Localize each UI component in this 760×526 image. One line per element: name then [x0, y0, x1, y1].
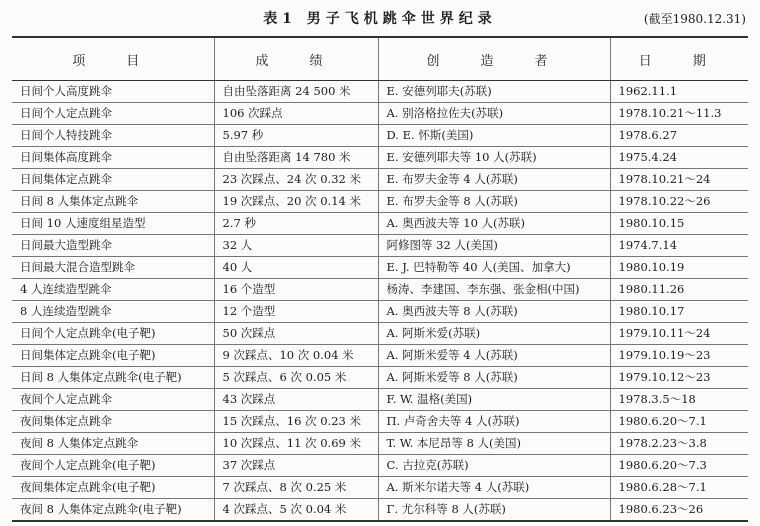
header-creator: 创 造 者 [378, 37, 610, 81]
cell-creator: A. 阿斯米爱等 8 人(苏联) [378, 367, 610, 389]
cell-date: 1978.10.21～24 [610, 169, 748, 191]
cell-result: 16 个造型 [214, 279, 378, 301]
table-title: 表1 男子飞机跳伞世界纪录 [263, 11, 497, 27]
cell-result: 37 次踩点 [214, 455, 378, 477]
table-body [12, 81, 748, 522]
cell-result: 19 次踩点、20 次 0.14 米 [214, 191, 378, 213]
cell-result: 23 次踩点、24 次 0.32 米 [214, 169, 378, 191]
cell-creator: Π. 卢奇舍夫等 4 人(苏联) [378, 411, 610, 433]
cell-creator: D. E. 怀斯(美国) [378, 125, 610, 147]
cell-date: 1974.7.14 [610, 235, 748, 257]
cell-result: 9 次踩点、10 次 0.04 米 [214, 345, 378, 367]
cell-event: 日间最大混合造型跳伞 [12, 257, 214, 279]
cell-creator: E. 安德列耶夫等 10 人(苏联) [378, 147, 610, 169]
table-row [12, 455, 748, 477]
cell-creator: A. 阿斯米爱(苏联) [378, 323, 610, 345]
cell-creator: E. 安德列耶夫(苏联) [378, 81, 610, 103]
table-row [12, 433, 748, 455]
cell-date: 1980.6.28～7.1 [610, 477, 748, 499]
table-row [12, 367, 748, 389]
cell-event: 4 人连续造型跳伞 [12, 279, 214, 301]
cell-date: 1978.2.23～3.8 [610, 433, 748, 455]
table-row [12, 323, 748, 345]
cell-event: 日间集体定点跳伞(电子靶) [12, 345, 214, 367]
cell-event: 日间个人定点跳伞(电子靶) [12, 323, 214, 345]
table-row [12, 411, 748, 433]
cell-creator: A. 别洛格拉佐夫(苏联) [378, 103, 610, 125]
records-table [12, 36, 748, 522]
table-row [12, 477, 748, 499]
cell-event: 日间集体定点跳伞 [12, 169, 214, 191]
cell-event: 日间个人高度跳伞 [12, 81, 214, 103]
cell-date: 1979.10.11～24 [610, 323, 748, 345]
cell-creator: T. W. 本尼昂等 8 人(美国) [378, 433, 610, 455]
cell-event: 日间个人特技跳伞 [12, 125, 214, 147]
cell-event: 夜间个人定点跳伞(电子靶) [12, 455, 214, 477]
header-result: 成 绩 [214, 37, 378, 81]
table-row [12, 147, 748, 169]
table-row [12, 235, 748, 257]
cell-result: 5.97 秒 [214, 125, 378, 147]
cell-date: 1980.6.23～26 [610, 499, 748, 522]
cell-creator: Γ. 尤尔科等 8 人(苏联) [378, 499, 610, 522]
table-row [12, 389, 748, 411]
cell-creator: C. 古拉克(苏联) [378, 455, 610, 477]
cell-event: 夜间个人定点跳伞 [12, 389, 214, 411]
cell-date: 1980.10.17 [610, 301, 748, 323]
cell-creator: A. 斯米尔诺夫等 4 人(苏联) [378, 477, 610, 499]
cell-result: 2.7 秒 [214, 213, 378, 235]
cell-date: 1980.11.26 [610, 279, 748, 301]
cell-event: 日间个人定点跳伞 [12, 103, 214, 125]
cell-result: 40 人 [214, 257, 378, 279]
cell-result: 5 次踩点、6 次 0.05 米 [214, 367, 378, 389]
cell-date: 1980.10.15 [610, 213, 748, 235]
cell-date: 1980.10.19 [610, 257, 748, 279]
cell-event: 夜间集体定点跳伞 [12, 411, 214, 433]
cell-result: 10 次踩点、11 次 0.69 米 [214, 433, 378, 455]
cell-event: 日间 10 人速度组星造型 [12, 213, 214, 235]
table-row [12, 279, 748, 301]
cell-event: 日间集体高度跳伞 [12, 147, 214, 169]
cell-result: 32 人 [214, 235, 378, 257]
cell-creator: A. 奥西波夫等 8 人(苏联) [378, 301, 610, 323]
cell-creator: A. 阿斯米爱等 4 人(苏联) [378, 345, 610, 367]
table-row [12, 301, 748, 323]
cell-event: 日间最大造型跳伞 [12, 235, 214, 257]
cell-date: 1979.10.12～23 [610, 367, 748, 389]
cell-date: 1980.6.20～7.1 [610, 411, 748, 433]
cell-creator: 阿修图等 32 人(美国) [378, 235, 610, 257]
title-row [0, 8, 760, 32]
table-row [12, 125, 748, 147]
cell-creator: E. 布罗夫金等 8 人(苏联) [378, 191, 610, 213]
header-row [12, 37, 748, 81]
cell-date: 1978.10.22～26 [610, 191, 748, 213]
cell-date: 1978.6.27 [610, 125, 748, 147]
table-row [12, 257, 748, 279]
cell-event: 日间 8 人集体定点跳伞(电子靶) [12, 367, 214, 389]
table-row [12, 191, 748, 213]
table-row [12, 345, 748, 367]
cell-event: 8 人连续造型跳伞 [12, 301, 214, 323]
cell-result: 7 次踩点、8 次 0.25 米 [214, 477, 378, 499]
cell-creator: A. 奥西波夫等 10 人(苏联) [378, 213, 610, 235]
header-item: 项 目 [12, 37, 214, 81]
cell-date: 1978.10.21～11.3 [610, 103, 748, 125]
cell-creator: E. 布罗夫金等 4 人(苏联) [378, 169, 610, 191]
table-row [12, 103, 748, 125]
cell-result: 12 个造型 [214, 301, 378, 323]
cell-result: 106 次踩点 [214, 103, 378, 125]
cell-date: 1980.6.20～7.3 [610, 455, 748, 477]
cell-creator: 杨涛、李建国、李东强、张金相(中国) [378, 279, 610, 301]
date-note: (截至1980.12.31) [643, 12, 746, 26]
cell-date: 1978.3.5～18 [610, 389, 748, 411]
cell-date: 1975.4.24 [610, 147, 748, 169]
cell-result: 自由坠落距离 14 780 米 [214, 147, 378, 169]
cell-result: 自由坠落距离 24 500 米 [214, 81, 378, 103]
cell-creator: E. J. 巴特勒等 40 人(美国、加拿大) [378, 257, 610, 279]
cell-result: 43 次踩点 [214, 389, 378, 411]
cell-event: 夜间集体定点跳伞(电子靶) [12, 477, 214, 499]
cell-creator: F. W. 温格(美国) [378, 389, 610, 411]
cell-date: 1979.10.19～23 [610, 345, 748, 367]
table-row [12, 81, 748, 103]
cell-event: 夜间 8 人集体定点跳伞(电子靶) [12, 499, 214, 522]
cell-event: 夜间 8 人集体定点跳伞 [12, 433, 214, 455]
header-date: 日 期 [610, 37, 748, 81]
cell-result: 15 次踩点、16 次 0.23 米 [214, 411, 378, 433]
cell-result: 4 次踩点、5 次 0.04 米 [214, 499, 378, 522]
cell-date: 1962.11.1 [610, 81, 748, 103]
cell-event: 日间 8 人集体定点跳伞 [12, 191, 214, 213]
table-row [12, 169, 748, 191]
table-row [12, 213, 748, 235]
cell-result: 50 次踩点 [214, 323, 378, 345]
table-row [12, 499, 748, 522]
